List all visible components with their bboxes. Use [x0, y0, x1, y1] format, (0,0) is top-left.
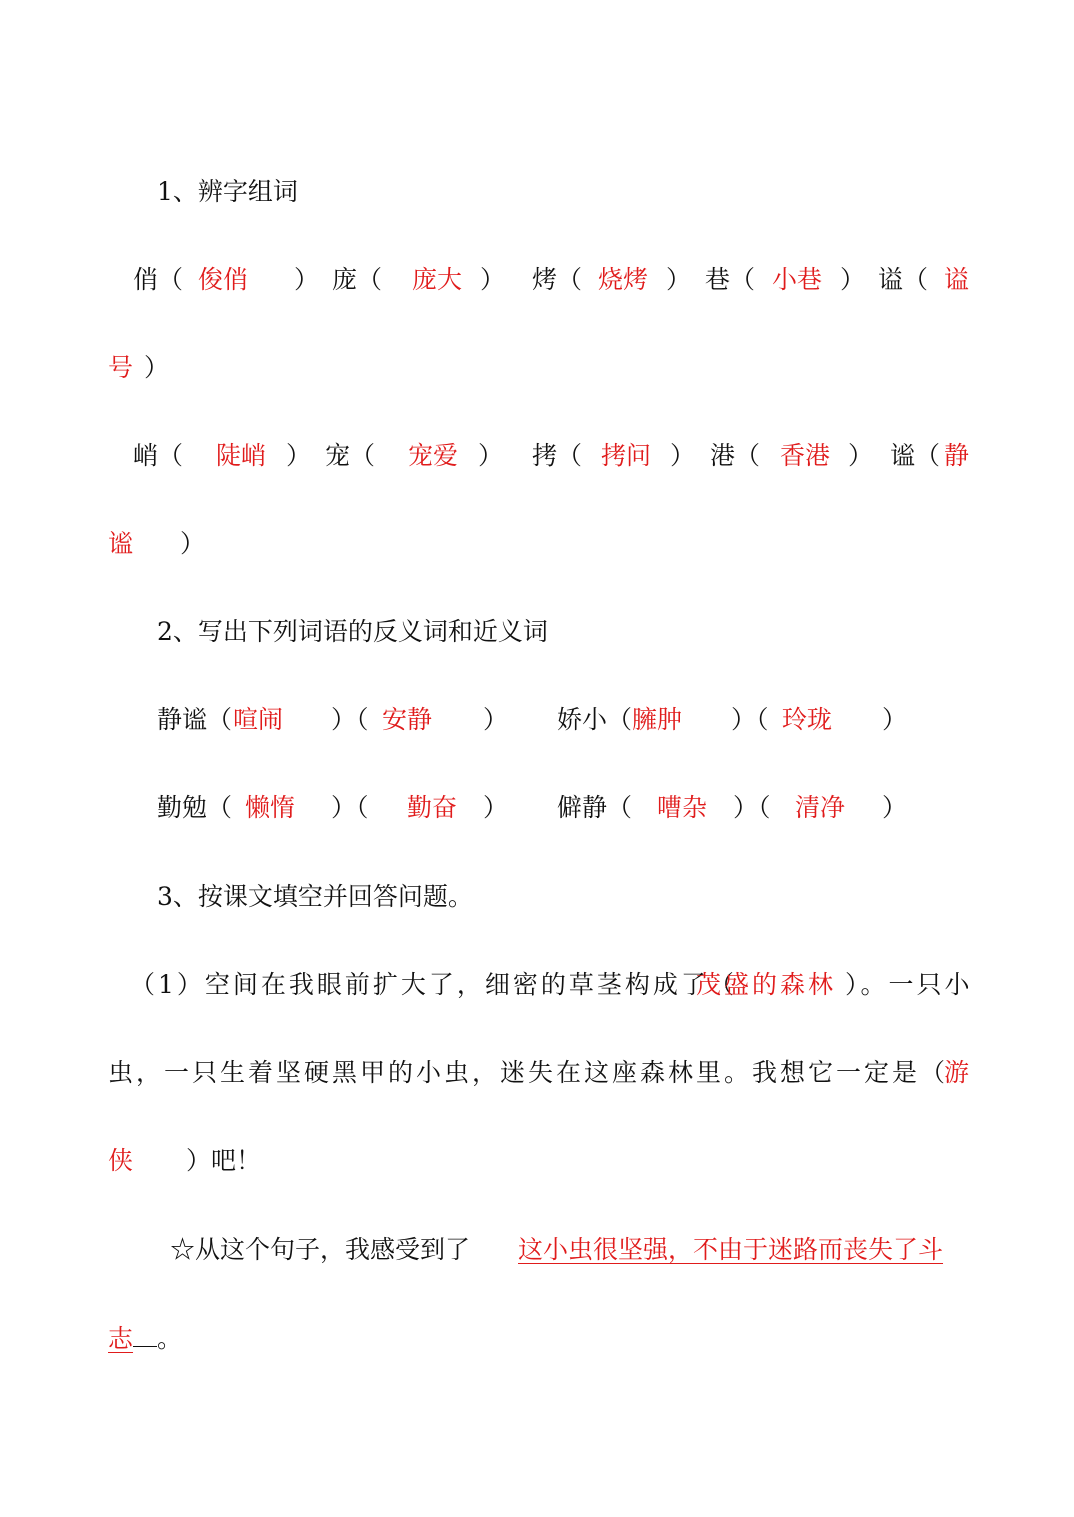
close-paren: ） — [882, 705, 908, 734]
question-answer: 这小虫很坚强，不由于迷路而丧失了斗 — [518, 1235, 944, 1264]
passage-answer-2: 游 — [944, 1058, 970, 1087]
question-prompt: ☆从这个句子，我感受到了 — [170, 1235, 471, 1264]
close-paren: ） — [840, 265, 866, 294]
char-prompt: 烤（ — [532, 265, 583, 294]
char-prompt: 谥（ — [878, 265, 929, 294]
question-answer: 志 — [108, 1324, 134, 1353]
char-prompt: 俏（ — [133, 265, 184, 294]
answer-word: 香港 — [780, 441, 831, 470]
answer-word: 小巷 — [772, 265, 823, 294]
paren-mid: ）（ — [331, 793, 369, 822]
close-paren: ） — [144, 353, 170, 382]
paren-mid: ）（ — [331, 705, 369, 734]
paren-mid: ）（ — [731, 705, 769, 734]
answer-word: 烧烤 — [598, 265, 649, 294]
close-paren: ） — [478, 441, 504, 470]
passage-text: ）。一只小 — [845, 970, 973, 999]
answer-word: 谥 — [944, 265, 970, 294]
paren-mid: ）（ — [733, 793, 771, 822]
passage-answer-2: 侠 — [108, 1146, 134, 1175]
synonym-answer: 清净 — [795, 793, 846, 822]
section1-heading-text: 1、辨字组词 — [157, 177, 298, 206]
close-paren: ） — [483, 705, 509, 734]
answer-word: 号 — [108, 353, 134, 382]
antonym-answer: 臃肿 — [632, 705, 683, 734]
char-prompt: 宠（ — [325, 441, 376, 470]
passage-answer-1: 茂盛的森林 — [696, 970, 837, 999]
passage-text: （1）空间在我眼前扩大了，细密的草茎构成了（ — [130, 970, 737, 999]
close-paren: ） — [666, 265, 692, 294]
section2-heading-text: 2、写出下列词语的反义词和近义词 — [157, 617, 548, 646]
section3-heading-text: 3、按课文填空并回答问题。 — [157, 882, 473, 911]
char-prompt: 巷（ — [705, 265, 756, 294]
word-prompt: 僻静（ — [557, 793, 633, 822]
close-paren: ） — [670, 441, 696, 470]
char-prompt: 港（ — [710, 441, 761, 470]
char-prompt: 谧（ — [890, 441, 941, 470]
answer-word: 拷问 — [601, 441, 652, 470]
answer-word: 宠爱 — [408, 441, 459, 470]
answer-word: 俊俏 — [198, 265, 249, 294]
word-prompt: 娇小（ — [557, 705, 633, 734]
antonym-answer: 懒惰 — [245, 793, 296, 822]
close-paren: ） — [180, 529, 206, 558]
antonym-answer: 喧闹 — [233, 705, 284, 734]
close-paren: ） — [294, 265, 320, 294]
synonym-answer: 安静 — [382, 705, 433, 734]
synonym-answer: 玲珑 — [782, 705, 833, 734]
passage-text: 虫，一只生着坚硬黑甲的小虫，迷失在这座森林里。我想它一定是（ — [108, 1058, 949, 1087]
synonym-answer: 勤奋 — [407, 793, 458, 822]
char-prompt: 拷（ — [532, 441, 583, 470]
word-prompt: 静谧（ — [157, 705, 233, 734]
char-prompt: 庞（ — [332, 265, 383, 294]
close-paren: ） — [848, 441, 874, 470]
answer-word: 陡峭 — [216, 441, 267, 470]
word-prompt: 勤勉（ — [157, 793, 233, 822]
antonym-answer: 嘈杂 — [657, 793, 708, 822]
answer-word: 庞大 — [412, 265, 463, 294]
close-paren: ） — [882, 793, 908, 822]
question-end: 。 — [157, 1324, 183, 1353]
close-paren: ） — [286, 441, 312, 470]
char-prompt: 峭（ — [133, 441, 184, 470]
passage-text: ）吧！ — [186, 1146, 262, 1175]
answer-word: 谧 — [108, 529, 134, 558]
close-paren: ） — [483, 793, 509, 822]
answer-blank-tail — [133, 1324, 157, 1347]
answer-word: 静 — [944, 441, 970, 470]
close-paren: ） — [480, 265, 506, 294]
